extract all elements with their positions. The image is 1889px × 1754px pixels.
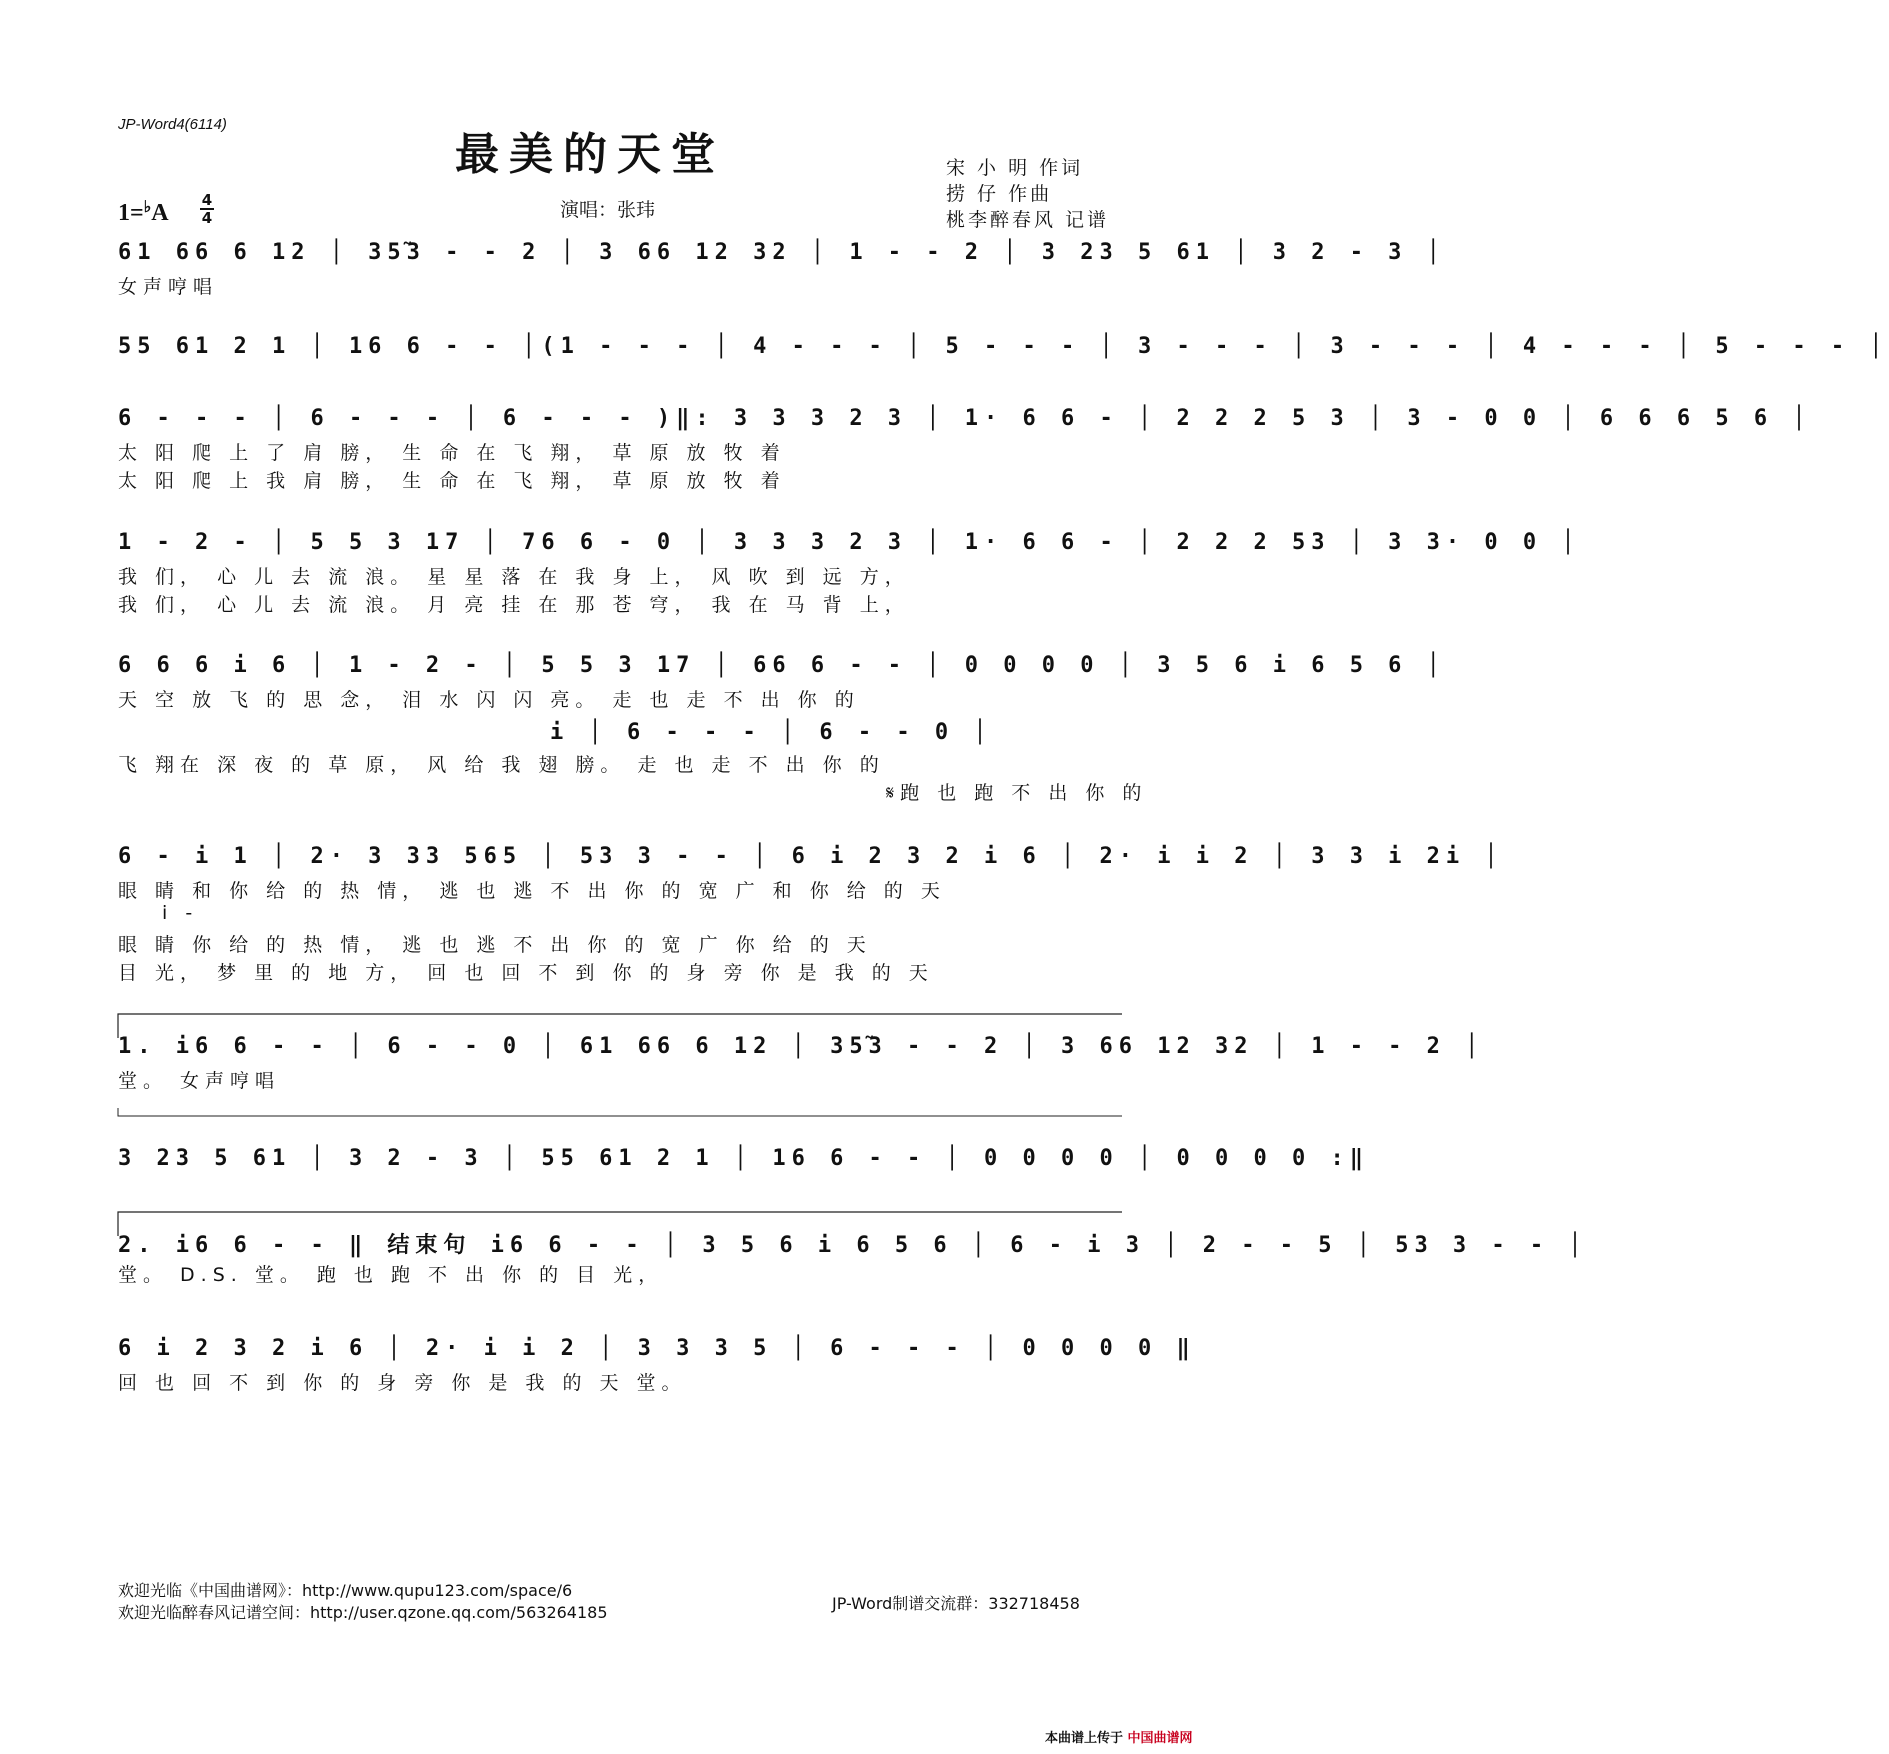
staff-notes: 6 - - - │ 6 - - - │ 6 - - - )‖: 3 3 3 2 3 │ 1· 6 6 - │ 2 2 2 5 3 │ 3 - 0 0 │ 6 6 6 5 6 │: [118, 406, 1812, 431]
staff-notes: 1. i6 6 - - │ 6 - - 0 │ 61 66 6 12 │ 35̃3 - - 2 │ 3 66 12 32 │ 1 - - 2 │: [118, 1034, 1485, 1059]
lyric-line: 太 阳 爬 上 我 肩 膀， 生 命 在 飞 翔， 草 原 放 牧 着: [118, 470, 786, 492]
time-bottom: 4: [201, 209, 213, 227]
lyric-line: 堂。 D.S. 堂。 跑 也 跑 不 出 你 的 目 光，: [118, 1264, 664, 1286]
lyric-line: 太 阳 爬 上 了 肩 膀， 生 命 在 飞 翔， 草 原 放 牧 着: [118, 442, 786, 464]
staff-notes: 55 61 2 1 │ 16 6 - - │(1 - - - │ 4 - - - │ 5 - - - │ 3 - - - │ 3 - - - │ 4 - - - │ 5 - - - │: [118, 334, 1889, 359]
footer-links: [118, 1580, 608, 1624]
staff-notes: 1 - 2 - │ 5 5 3 17 │ 76 6 - 0 │ 3 3 3 2 3 │ 1· 6 6 - │ 2 2 2 53 │ 3 3· 0 0 │: [118, 530, 1581, 555]
flat-sign: ♭: [143, 199, 152, 216]
footer-link-line: 欢迎光临醉春风记谱空间：http://user.qzone.qq.com/563264185: [118, 1603, 608, 1622]
staff-notes: 6 6 6 i 6 │ 1 - 2 - │ 5 5 3 17 │ 66 6 - - │ 0 0 0 0 │ 3 5 6 i 6 5 6 │: [118, 653, 1446, 678]
staff-rule: [118, 1108, 1122, 1116]
upload-text: 本曲谱上传于: [1045, 1731, 1124, 1746]
lyric-line: i -: [162, 902, 199, 924]
staff-notes: i │ 6 - - - │ 6 - - 0 │: [550, 720, 993, 745]
staff-notes: 2. i6 6 - - ‖ 结束句 i6 6 - - │ 3 5 6 i 6 5 6 │ 6 - i 3 │ 2 - - 5 │ 53 3 - - │: [118, 1233, 1588, 1258]
lyricist-credit: 宋 小 明 作词: [946, 157, 1084, 179]
staff-notes: 6 i 2 3 2 i 6 │ 2· i i 2 │ 3 3 3 5 │ 6 - - - │ 0 0 0 0 ‖: [118, 1336, 1196, 1361]
lyric-line: 目 光， 梦 里 的 地 方， 回 也 回 不 到 你 的 身 旁 你 是 我 的 天: [118, 962, 934, 984]
lyric-line: 𝄋跑 也 跑 不 出 你 的: [886, 782, 1148, 804]
lyric-line: 眼 睛 和 你 给 的 热 情， 逃 也 逃 不 出 你 的 宽 广 和 你 给 的 天: [118, 880, 946, 902]
key-note: A: [151, 200, 169, 226]
lyric-line: 我 们， 心 儿 去 流 浪。 星 星 落 在 我 身 上， 风 吹 到 远 方，: [118, 566, 910, 588]
lyric-line: 回 也 回 不 到 你 的 身 旁 你 是 我 的 天 堂。: [118, 1372, 687, 1394]
lyric-line: 飞 翔在 深 夜 的 草 原， 风 给 我 翅 膀。 走 也 走 不 出 你 的: [118, 754, 885, 776]
lyric-line: 堂。 女声哼唱: [118, 1070, 281, 1092]
site-logo: 中国曲谱网: [1127, 1731, 1193, 1746]
upload-notice: [1045, 1727, 1193, 1746]
lyric-line: 女声哼唱: [118, 276, 219, 298]
volta-bracket-1: [118, 1014, 1122, 1038]
volta-bracket-2: [118, 1212, 1122, 1236]
key-prefix: 1=: [118, 200, 144, 226]
lyric-line: 天 空 放 飞 的 思 念， 泪 水 闪 闪 亮。 走 也 走 不 出 你 的: [118, 689, 860, 711]
staff-notes: 61 66 6 12 │ 35̃3 - - 2 │ 3 66 12 32 │ 1 - - 2 │ 3 23 5 61 │ 3 2 - 3 │: [118, 240, 1446, 265]
lyric-line: 眼 睛 你 给 的 热 情， 逃 也 逃 不 出 你 的 宽 广 你 给 的 天: [118, 934, 872, 956]
footer-group-info: JP-Word制谱交流群：332718458: [832, 1594, 1080, 1613]
staff-notes: 3 23 5 61 │ 3 2 - 3 │ 55 61 2 1 │ 16 6 - - │ 0 0 0 0 │ 0 0 0 0 :‖: [118, 1146, 1369, 1171]
software-label: JP-Word4(6114): [118, 116, 227, 133]
time-top: 4: [201, 191, 213, 209]
composer-credit: 捞 仔 作曲: [946, 183, 1053, 205]
staff-notes: 6 - i 1 │ 2· 3 33 565 │ 53 3 - - │ 6 i 2 3 2 i 6 │ 2· i i 2 │ 3 3 i 2i │: [118, 844, 1504, 869]
footer-link-line: 欢迎光临《中国曲谱网》：http://www.qupu123.com/space/6: [118, 1581, 573, 1600]
singer-credit: 演唱：张玮: [560, 199, 656, 221]
song-title: 最美的天堂: [455, 129, 725, 180]
lyric-line: 我 们， 心 儿 去 流 浪。 月 亮 挂 在 那 苍 穹， 我 在 马 背 上，: [118, 594, 910, 616]
transcriber-credit: 桃李醉春风 记谱: [946, 209, 1110, 231]
